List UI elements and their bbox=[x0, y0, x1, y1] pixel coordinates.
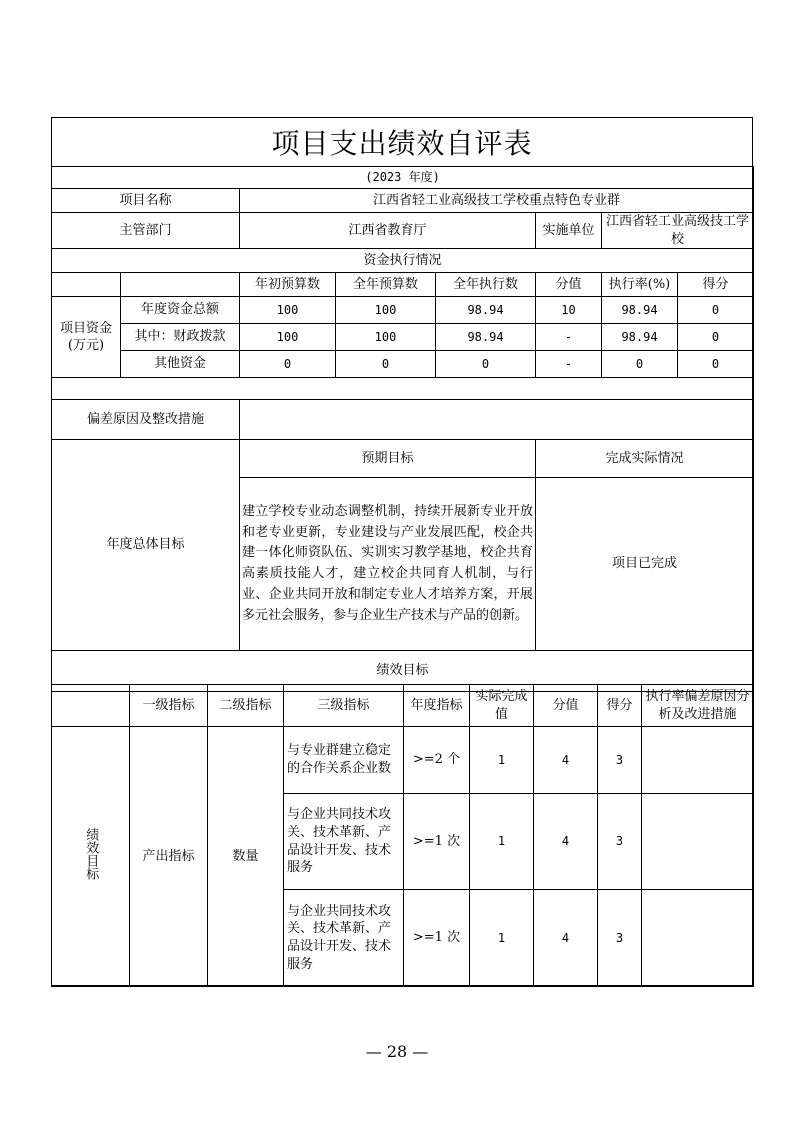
perf-header: 分值 bbox=[534, 685, 598, 727]
funds-header: 全年执行数 bbox=[436, 273, 536, 297]
funds-row-label: 其他资金 bbox=[121, 351, 240, 378]
perf-header: 三级指标 bbox=[284, 685, 404, 727]
perf-header: 得分 bbox=[598, 685, 642, 727]
goal-actual-header: 完成实际情况 bbox=[536, 440, 754, 478]
funds-cell: - bbox=[536, 351, 602, 378]
funds-cell: 100 bbox=[336, 297, 436, 324]
form-title: 项目支出绩效自评表 bbox=[52, 118, 752, 167]
funds-cell: 0 bbox=[336, 351, 436, 378]
perf-actual: 1 bbox=[470, 727, 534, 794]
funds-cell: 0 bbox=[602, 351, 678, 378]
funds-header: 得分 bbox=[678, 273, 754, 297]
perf-header-blank bbox=[52, 685, 130, 727]
funds-header-blank bbox=[52, 273, 121, 297]
funds-cell: 10 bbox=[536, 297, 602, 324]
funds-cell: - bbox=[536, 324, 602, 351]
funds-cell: 0 bbox=[678, 297, 754, 324]
perf-level1: 产出指标 bbox=[130, 727, 208, 987]
funds-cell: 98.94 bbox=[602, 297, 678, 324]
perf-note bbox=[642, 794, 754, 890]
funds-row-label: 年度资金总额 bbox=[121, 297, 240, 324]
perf-level3: 与企业共同技术攻关、技术革新、产品设计开发、技术服务 bbox=[284, 794, 404, 890]
funds-header: 执行率(%) bbox=[602, 273, 678, 297]
perf-score: 4 bbox=[534, 727, 598, 794]
perf-header: 实际完成值 bbox=[470, 685, 534, 727]
funds-header: 全年预算数 bbox=[336, 273, 436, 297]
self-evaluation-form bbox=[51, 117, 753, 986]
perf-section-title: 绩效目标 bbox=[52, 651, 754, 692]
perf-note bbox=[642, 890, 754, 987]
funds-section-title: 资金执行情况 bbox=[52, 249, 754, 273]
perf-header: 二级指标 bbox=[208, 685, 284, 727]
funds-cell: 98.94 bbox=[602, 324, 678, 351]
year-label: (2023 年度) bbox=[52, 167, 754, 189]
funds-header-blank bbox=[121, 273, 240, 297]
perf-header: 年度指标 bbox=[404, 685, 470, 727]
funds-cell: 0 bbox=[436, 351, 536, 378]
perf-got: 3 bbox=[598, 890, 642, 987]
funds-cell: 98.94 bbox=[436, 324, 536, 351]
project-name-label: 项目名称 bbox=[52, 189, 240, 213]
funds-cell: 0 bbox=[240, 351, 336, 378]
perf-score: 4 bbox=[534, 794, 598, 890]
perf-group-cell bbox=[52, 727, 130, 987]
goal-expected-header: 预期目标 bbox=[240, 440, 536, 478]
goal-expected-text: 建立学校专业动态调整机制，持续开展新专业开放和老专业更新，专业建设与产业发展匹配，校企共建一体化师资队伍、实训实习教学基地，校企共育高素质技能人才，建立校企共同育人机制，与行业、企业共同开放和制定专业人才培养方案，开展多元社会服务，参与企业生产技术与产品的创新。 bbox=[240, 478, 536, 651]
perf-header: 执行率偏差原因分析及改进措施 bbox=[642, 685, 754, 727]
funds-group-label: 项目资金 (万元) bbox=[52, 297, 121, 378]
funds-cell: 0 bbox=[678, 351, 754, 378]
perf-got: 3 bbox=[598, 794, 642, 890]
perf-level3: 与专业群建立稳定的合作关系企业数 bbox=[284, 727, 404, 794]
dept-label: 主管部门 bbox=[52, 213, 240, 249]
funds-cell: 100 bbox=[336, 324, 436, 351]
perf-target: >=1 次 bbox=[404, 794, 470, 890]
perf-actual: 1 bbox=[470, 890, 534, 987]
goal-label: 年度总体目标 bbox=[52, 440, 240, 651]
perf-got: 3 bbox=[598, 727, 642, 794]
dept-value: 江西省教育厅 bbox=[240, 213, 536, 249]
perf-level3: 与企业共同技术攻关、技术革新、产品设计开发、技术服务 bbox=[284, 890, 404, 987]
performance-table bbox=[51, 684, 754, 987]
perf-target: >=1 次 bbox=[404, 890, 470, 987]
perf-target: >=2 个 bbox=[404, 727, 470, 794]
perf-note bbox=[642, 727, 754, 794]
funds-row-label: 其中：财政拨款 bbox=[121, 324, 240, 351]
impl-label: 实施单位 bbox=[536, 213, 602, 249]
page-number: — 28 — bbox=[365, 1042, 429, 1061]
funds-cell: 100 bbox=[240, 324, 336, 351]
impl-value: 江西省轻工业高级技工学校 bbox=[602, 213, 754, 249]
perf-actual: 1 bbox=[470, 794, 534, 890]
deviation-label: 偏差原因及整改措施 bbox=[52, 400, 240, 440]
goal-actual-text: 项目已完成 bbox=[536, 478, 754, 651]
funds-header: 分值 bbox=[536, 273, 602, 297]
funds-cell: 100 bbox=[240, 297, 336, 324]
perf-level2: 数量 bbox=[208, 727, 284, 987]
project-name-value: 江西省轻工业高级技工学校重点特色专业群 bbox=[240, 189, 754, 213]
funds-header: 年初预算数 bbox=[240, 273, 336, 297]
perf-group-label: 绩效目标 bbox=[83, 827, 99, 880]
perf-score: 4 bbox=[534, 890, 598, 987]
perf-header: 一级指标 bbox=[130, 685, 208, 727]
blank-row bbox=[52, 378, 754, 400]
funds-table bbox=[51, 166, 754, 692]
funds-cell: 98.94 bbox=[436, 297, 536, 324]
deviation-value bbox=[240, 400, 754, 440]
funds-cell: 0 bbox=[678, 324, 754, 351]
